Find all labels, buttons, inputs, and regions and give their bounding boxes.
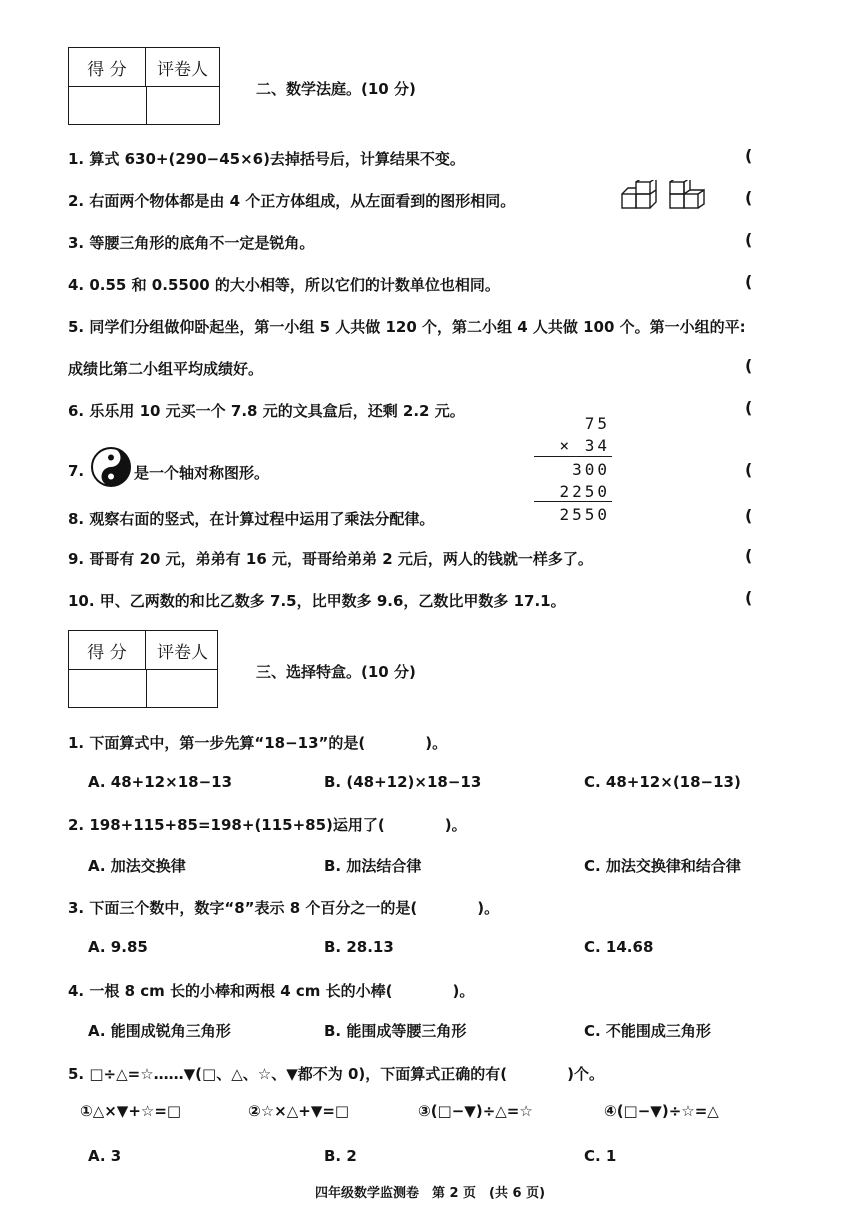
section2-title: 二、数学法庭。(10 分) bbox=[256, 80, 416, 98]
choice-q4: 4. 一根 8 cm 长的小棒和两根 4 cm 长的小棒( )。 bbox=[68, 982, 475, 1000]
cube-figures-image bbox=[618, 180, 710, 216]
judge-q5-line1: 5. 同学们分组做仰卧起坐，第一小组 5 人共做 120 个，第二小组 4 人共做 100 个。第一小组的平: bbox=[68, 318, 746, 336]
choice-q1-a[interactable]: A. 48+12×18−13 bbox=[88, 773, 233, 791]
choice-q5-c[interactable]: C. 1 bbox=[584, 1147, 617, 1165]
judge-q9: 9. 哥哥有 20 元，弟弟有 16 元，哥哥给弟弟 2 元后，两人的钱就一样多了。 bbox=[68, 550, 593, 568]
judge-q1: 1. 算式 630+(290−45×6)去掉括号后，计算结果不变。 bbox=[68, 150, 465, 168]
judge-q3-paren[interactable]: ( bbox=[745, 230, 753, 249]
grader-label: 评卷人 bbox=[157, 59, 208, 80]
q5-item-1: ①△×▼+☆=□ bbox=[80, 1102, 182, 1120]
score-box-2 bbox=[68, 630, 218, 708]
judge-q7-number: 7. bbox=[68, 462, 85, 480]
judge-q7: 是一个轴对称图形。 bbox=[134, 464, 270, 482]
choice-q3-c[interactable]: C. 14.68 bbox=[584, 938, 654, 956]
judge-q9-paren[interactable]: ( bbox=[745, 546, 753, 565]
judge-q2-paren[interactable]: ( bbox=[745, 188, 753, 207]
judge-q8: 8. 观察右面的竖式，在计算过程中运用了乘法分配律。 bbox=[68, 510, 435, 528]
yin-yang-icon bbox=[90, 446, 132, 488]
choice-q4-a[interactable]: A. 能围成锐角三角形 bbox=[88, 1022, 231, 1040]
score-label: 得 分 bbox=[69, 631, 146, 669]
score-label: 得 分 bbox=[69, 48, 146, 86]
choice-q3: 3. 下面三个数中，数字“8”表示 8 个百分之一的是( )。 bbox=[68, 899, 500, 917]
judge-q1-paren[interactable]: ( bbox=[745, 146, 753, 165]
choice-q2: 2. 198+115+85=198+(115+85)运用了( )。 bbox=[68, 816, 467, 834]
choice-q3-a[interactable]: A. 9.85 bbox=[88, 938, 148, 956]
choice-q4-b[interactable]: B. 能围成等腰三角形 bbox=[324, 1022, 467, 1040]
judge-q3: 3. 等腰三角形的底角不一定是锐角。 bbox=[68, 234, 315, 252]
judge-q6-paren[interactable]: ( bbox=[745, 398, 753, 417]
choice-q5: 5. □÷△=☆……▼(□、△、☆、▼都不为 0)，下面算式正确的有( )个。 bbox=[68, 1065, 604, 1083]
choice-q1-c[interactable]: C. 48+12×(18−13) bbox=[584, 773, 741, 791]
q5-item-2: ②☆×△+▼=□ bbox=[248, 1102, 350, 1120]
judge-q6: 6. 乐乐用 10 元买一个 7.8 元的文具盒后，还剩 2.2 元。 bbox=[68, 402, 465, 420]
choice-q5-a[interactable]: A. 3 bbox=[88, 1147, 122, 1165]
choice-q1-b[interactable]: B. (48+12)×18−13 bbox=[324, 773, 482, 791]
grader-label: 评卷人 bbox=[157, 642, 208, 663]
judge-q5-paren[interactable]: ( bbox=[745, 356, 753, 375]
score-box-1 bbox=[68, 47, 220, 125]
calc-row4: 2250 bbox=[559, 482, 610, 501]
judge-q4-paren[interactable]: ( bbox=[745, 272, 753, 291]
choice-q2-b[interactable]: B. 加法结合律 bbox=[324, 857, 422, 875]
choice-q2-a[interactable]: A. 加法交换律 bbox=[88, 857, 186, 875]
judge-q4: 4. 0.55 和 0.5500 的大小相等，所以它们的计数单位也相同。 bbox=[68, 276, 500, 294]
q5-item-4: ④(□−▼)÷☆=△ bbox=[604, 1102, 719, 1120]
calc-line1 bbox=[534, 456, 612, 457]
page-footer: 四年级数学监测卷 第 2 页 (共 6 页) bbox=[314, 1186, 546, 1201]
choice-q4-c[interactable]: C. 不能围成三角形 bbox=[584, 1022, 711, 1040]
calc-row2: × 34 bbox=[559, 436, 610, 455]
calc-row1: 75 bbox=[584, 414, 610, 433]
section3-title: 三、选择特盒。(10 分) bbox=[256, 663, 416, 681]
judge-q10-paren[interactable]: ( bbox=[745, 588, 753, 607]
calc-row5: 2550 bbox=[559, 505, 610, 524]
judge-q2: 2. 右面两个物体都是由 4 个正方体组成，从左面看到的图形相同。 bbox=[68, 192, 516, 210]
choice-q3-b[interactable]: B. 28.13 bbox=[324, 938, 394, 956]
judge-q10: 10. 甲、乙两数的和比乙数多 7.5，比甲数多 9.6，乙数比甲数多 17.1。 bbox=[68, 592, 566, 610]
calc-row3: 300 bbox=[572, 460, 610, 479]
q5-item-3: ③(□−▼)÷△=☆ bbox=[418, 1102, 533, 1120]
choice-q2-c[interactable]: C. 加法交换律和结合律 bbox=[584, 857, 741, 875]
calc-line2 bbox=[534, 501, 612, 502]
judge-q7-paren[interactable]: ( bbox=[745, 460, 753, 479]
judge-q5-line2: 成绩比第二小组平均成绩好。 bbox=[68, 360, 264, 378]
judge-q8-paren[interactable]: ( bbox=[745, 506, 753, 525]
choice-q5-b[interactable]: B. 2 bbox=[324, 1147, 357, 1165]
choice-q1: 1. 下面算式中，第一步先算“18−13”的是( )。 bbox=[68, 734, 448, 752]
